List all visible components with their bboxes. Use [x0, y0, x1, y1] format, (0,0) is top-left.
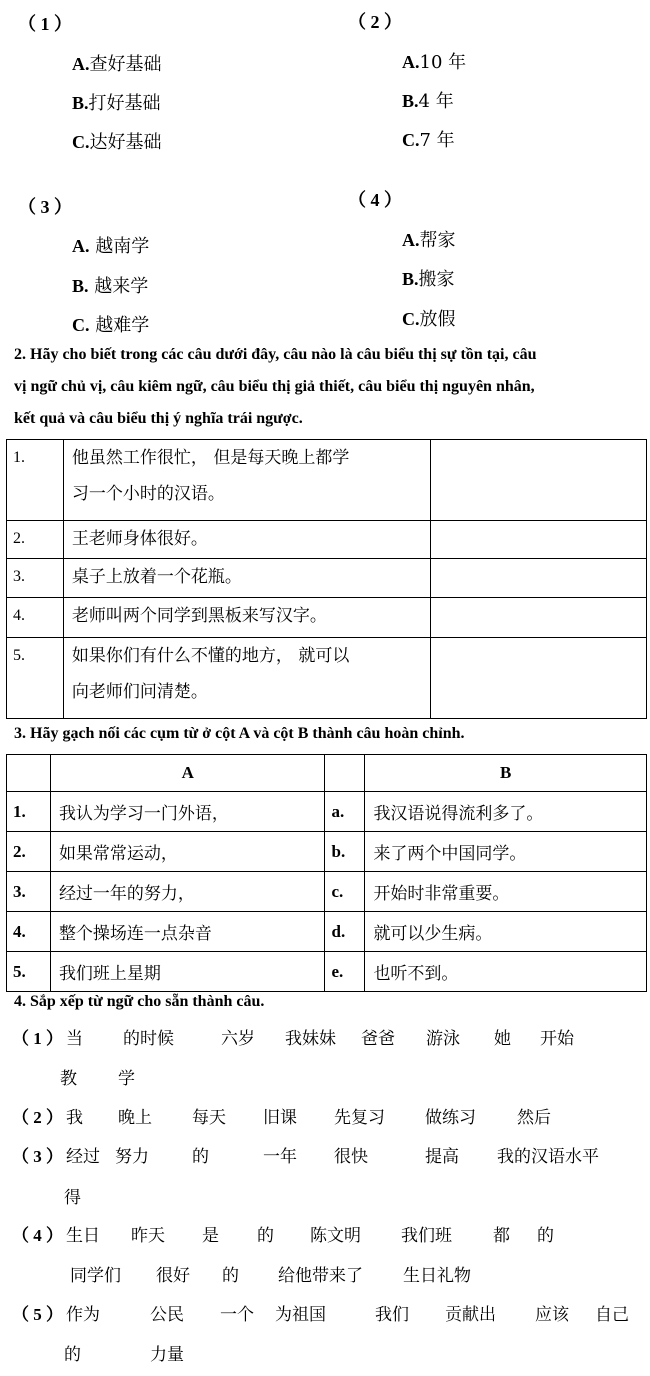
section-4-heading: 4. Sắp xếp từ ngữ cho sẵn thành câu. — [14, 993, 265, 1010]
matching-table — [6, 754, 647, 992]
word-chip: 应该 — [535, 1305, 569, 1325]
table-row: 3. 桌子上放着一个花瓶。 — [7, 559, 647, 598]
column-a-header: A — [50, 755, 325, 792]
word-chip: 爸爸 — [361, 1029, 395, 1049]
option-a: A.帮家 — [402, 230, 456, 251]
question-number: （ 1 ） — [18, 14, 72, 34]
option-c: C. 越难学 — [72, 315, 150, 336]
item-number: （ 2 ） — [12, 1108, 63, 1127]
word-chip: 很快 — [334, 1147, 368, 1167]
word-chip: 的 — [537, 1226, 554, 1246]
word-chip: 然后 — [517, 1108, 551, 1128]
word-chip: 自己 — [595, 1305, 629, 1325]
word-chip: 公民 — [150, 1305, 184, 1325]
word-chip: 生日 — [66, 1226, 100, 1246]
answer-cell[interactable] — [431, 559, 647, 598]
word-chip: 的 — [64, 1345, 81, 1365]
word-chip: 我们班 — [401, 1226, 452, 1246]
table-row: 3. 经过一年的努力， c. 开始时非常重要。 — [7, 872, 647, 912]
option-b: B. 越来学 — [72, 276, 149, 297]
word-chip: 我 — [66, 1108, 83, 1128]
item-number: （ 1 ） — [12, 1029, 63, 1048]
option-c: C.达好基础 — [72, 132, 162, 153]
word-chip: 经过 — [66, 1147, 100, 1167]
option-a: A. 越南学 — [72, 236, 150, 257]
word-chip: 一个 — [220, 1305, 254, 1325]
table-row: 5. 我们班上星期 e. 也听不到。 — [7, 952, 647, 992]
word-chip: 的 — [192, 1147, 209, 1167]
word-chip: 生日礼物 — [403, 1266, 471, 1286]
word-chip: 是 — [202, 1226, 219, 1246]
answer-cell[interactable] — [431, 521, 647, 559]
question-number: （ 2 ） — [348, 12, 402, 32]
answer-cell[interactable] — [431, 440, 647, 521]
word-chip: 提高 — [425, 1147, 459, 1167]
classification-table — [6, 439, 647, 719]
word-chip: 教 — [60, 1069, 77, 1089]
word-chip: 努力 — [115, 1147, 149, 1167]
word-chip: 她 — [494, 1029, 511, 1049]
item-number: （ 4 ） — [12, 1226, 63, 1245]
word-chip: 一年 — [263, 1147, 297, 1167]
word-chip: 做练习 — [425, 1108, 476, 1128]
word-chip: 同学们 — [70, 1266, 121, 1286]
option-a: A.查好基础 — [72, 54, 162, 75]
table-row: 5. 如果你们有什么不懂的地方， 就可以 向老师们问清楚。 — [7, 638, 647, 719]
word-chip: 先复习 — [334, 1108, 385, 1128]
word-chip: 力量 — [150, 1345, 184, 1365]
question-number: （ 3 ） — [18, 197, 72, 217]
section-3-heading: 3. Hãy gạch nối các cụm từ ở cột A và cột B thành câu hoàn chỉnh. — [14, 725, 465, 742]
option-a: A.10 年 — [402, 52, 467, 73]
word-chip: 游泳 — [426, 1029, 460, 1049]
word-chip: 学 — [118, 1069, 135, 1089]
table-header-row — [7, 755, 647, 792]
word-chip: 开始 — [540, 1029, 574, 1049]
word-chip: 每天 — [192, 1108, 226, 1128]
option-b: B.4 年 — [402, 91, 454, 112]
word-chip: 六岁 — [221, 1029, 255, 1049]
word-chip: 给他带来了 — [278, 1266, 363, 1286]
question-number: （ 4 ） — [348, 190, 402, 210]
item-number: （ 3 ） — [12, 1147, 63, 1166]
table-row: 4. 整个操场连一点杂音 d. 就可以少生病。 — [7, 912, 647, 952]
word-chip: 的 — [257, 1226, 274, 1246]
word-chip: 我们 — [375, 1305, 409, 1325]
word-chip: 昨天 — [131, 1226, 165, 1246]
word-chip: 的时候 — [123, 1029, 174, 1049]
option-c: C.7 年 — [402, 130, 455, 151]
item-number: （ 5 ） — [12, 1305, 63, 1324]
word-chip: 陈文明 — [310, 1226, 361, 1246]
answer-cell[interactable] — [431, 638, 647, 719]
option-b: B.搬家 — [402, 269, 455, 290]
column-b-header: B — [365, 755, 647, 792]
answer-cell[interactable] — [431, 598, 647, 638]
table-row: 1. 他虽然工作很忙， 但是每天晚上都学 习一个小时的汉语。 — [7, 440, 647, 521]
word-chip: 当 — [66, 1029, 83, 1049]
option-c: C.放假 — [402, 309, 456, 330]
word-chip: 贡献出 — [445, 1305, 496, 1325]
table-row: 2. 王老师身体很好。 — [7, 521, 647, 559]
section-2-heading: 2. Hãy cho biết trong các câu dưới đây, câu nào là câu biểu thị sự tồn tại, câu vị ngữ chủ vị, câu kiêm ngữ, câu biểu thị giả thiết, câu biểu thị nguyên nhân, kết quả và câu biểu thị ý nghĩa trái ngược. — [14, 346, 537, 427]
word-chip: 都 — [493, 1226, 510, 1246]
word-chip: 旧课 — [263, 1108, 297, 1128]
word-chip: 为祖国 — [275, 1305, 326, 1325]
word-chip: 很好 — [156, 1266, 190, 1286]
word-chip: 我的汉语水平 — [497, 1147, 599, 1167]
option-b: B.打好基础 — [72, 93, 161, 114]
table-row: 1. 我认为学习一门外语， a. 我汉语说得流利多了。 — [7, 792, 647, 832]
word-chip: 晚上 — [118, 1108, 152, 1128]
table-row: 2. 如果常常运动， b. 来了两个中国同学。 — [7, 832, 647, 872]
word-chip: 我妹妹 — [285, 1029, 336, 1049]
word-chip: 的 — [222, 1266, 239, 1286]
word-chip: 作为 — [66, 1305, 100, 1325]
word-chip: 得 — [64, 1188, 81, 1208]
table-row: 4. 老师叫两个同学到黑板来写汉字。 — [7, 598, 647, 638]
